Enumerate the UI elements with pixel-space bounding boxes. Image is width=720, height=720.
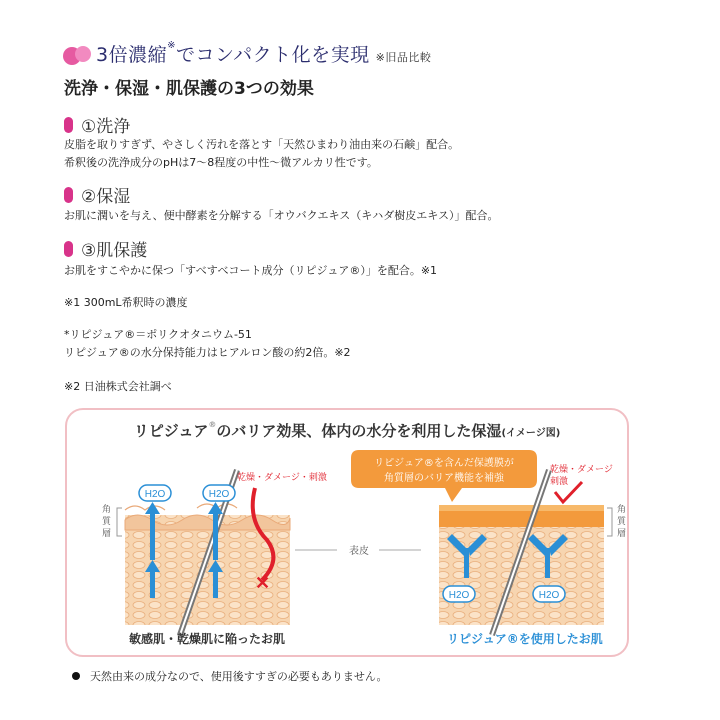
h2o-badge (443, 586, 475, 602)
svg-text:乾燥・ダメージ: 乾燥・ダメージ (550, 465, 613, 475)
svg-text:H2O: H2O (144, 489, 166, 500)
pink-pill-icon (64, 187, 73, 203)
caption-protected-skin: リピジュア®を使用したお肌 (447, 632, 603, 646)
section-body-cleansing: 皮脂を取りすぎず、やさしく汚れを落とす「天然ひまわり油由来の石鹸」配合。 希釈後の洗浄成分のpHは7～8程度の中性～微アルカリ性です。 (64, 138, 460, 169)
damaged-skin-illustration (125, 470, 327, 635)
svg-text:質: 質 (617, 517, 627, 527)
section-title-cleansing: ①洗浄 (64, 112, 130, 137)
footnote: 天然由来の成分なので、使用後すすぎの必要もありません。 (72, 668, 388, 684)
svg-text:角質層のバリア機能を補強: 角質層のバリア機能を補強 (384, 473, 504, 484)
svg-text:リピジュア®を含んだ保護膜が: リピジュア®を含んだ保護膜が (374, 458, 514, 469)
section-body-moisturizing: お肌に潤いを与え、便中酵素を分解する「オウバクエキス（キハダ樹皮エキス）」配合。 (64, 209, 499, 222)
note-source: ※2 日油株式会社調べ (64, 380, 172, 393)
skin-diagram (67, 410, 627, 655)
caption-damaged-skin: 敏感肌・乾燥肌に陥ったお肌 (129, 632, 286, 646)
svg-text:H2O: H2O (448, 590, 470, 601)
note-concentration: ※1 300mL希釈時の濃度 (64, 296, 188, 309)
pink-pill-icon (64, 117, 73, 133)
svg-text:層: 層 (102, 529, 112, 539)
barrier-callout (351, 450, 537, 502)
subheading: 洗浄・保湿・肌保護の3つの効果 (64, 79, 314, 99)
bullet-icon (72, 672, 80, 680)
svg-text:質: 質 (102, 517, 112, 527)
svg-text:層: 層 (617, 529, 627, 539)
h2o-badge (533, 586, 565, 602)
illustration-panel (65, 408, 629, 657)
svg-text:角: 角 (102, 505, 112, 515)
h2o-badge (139, 485, 171, 501)
lipidure-definition: *リピジュア®＝ポリクオタニウム-51 リピジュア®の水分保持能力はヒアルロン酸の約2倍。※2 (64, 328, 351, 359)
protected-skin-illustration (439, 463, 613, 635)
svg-text:H2O: H2O (538, 590, 560, 601)
pink-dots-icon (62, 44, 92, 66)
section-title-skin-protection: ③肌保護 (64, 236, 147, 261)
section-body-skin-protection: お肌をすこやかに保つ「すべすべコート成分（リピジュア®）」を配合。※1 (64, 264, 438, 277)
svg-text:乾燥・ダメージ・刺激: 乾燥・ダメージ・刺激 (237, 473, 327, 483)
pink-pill-icon (64, 241, 73, 257)
headline: 3倍濃縮※でコンパクト化を実現 ※旧品比較 (96, 40, 432, 66)
svg-text:表皮: 表皮 (349, 546, 369, 557)
cross-icon: ✕ (255, 573, 271, 593)
svg-text:刺激: 刺激 (550, 477, 569, 487)
headline-note: ※旧品比較 (375, 51, 432, 64)
svg-text:角: 角 (617, 505, 627, 515)
illustration-title: リピジュア®のバリア効果、体内の水分を利用した保湿(イメージ図) (133, 420, 561, 440)
svg-text:H2O: H2O (208, 489, 230, 500)
section-title-moisturizing: ②保湿 (64, 182, 130, 207)
h2o-badge (203, 485, 235, 501)
